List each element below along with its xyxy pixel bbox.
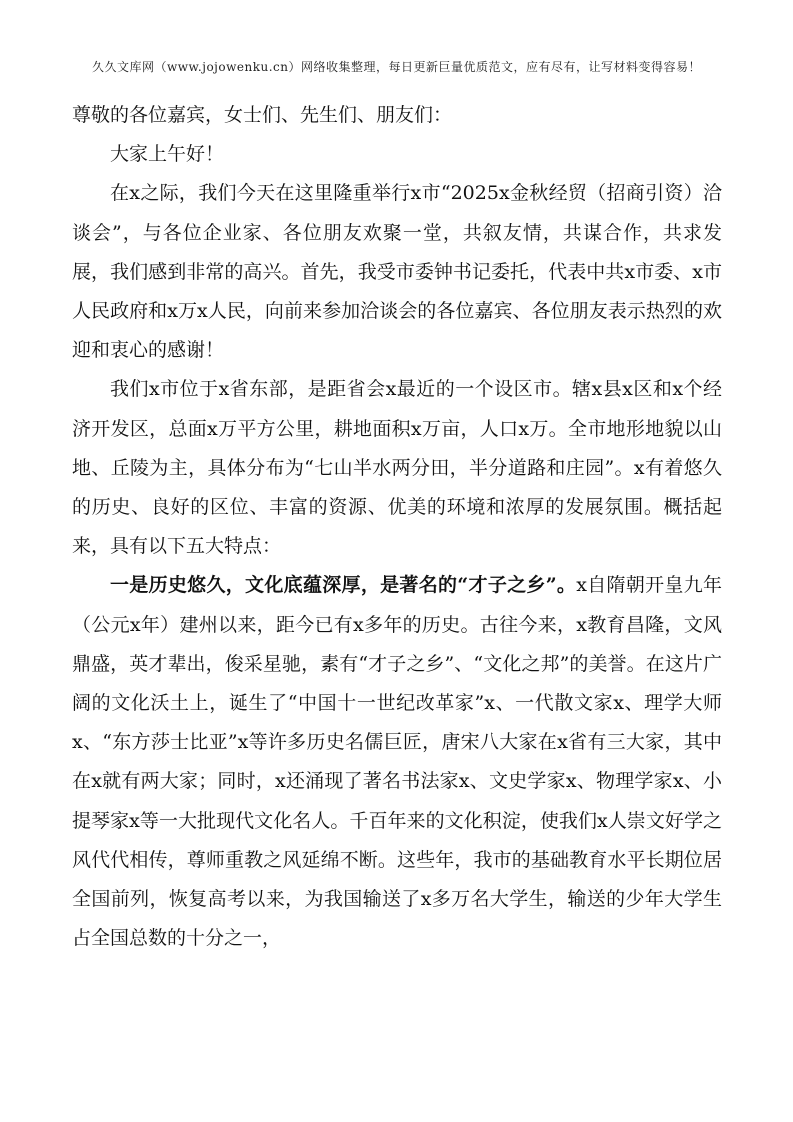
feature-one-body: x自隋朝开皇九年（公元x年）建州以来，距今已有x多年的历史。古往今来，x教育昌隆，文风鼎盛，英才辈出，俊采星驰，素有“才子之乡”、“文化之邦”的美誉。在这片广阔的文化沃土上，诞生了“中国十一世纪改革家”x、一代散文家x、理学大师x、“东方莎士比亚”x等许多历史名儒巨匠，唐宋八大家在x省有三大家，其中在x就有两大家；同时，x还涌现了著名书法家x、文史学家x、物理学家x、小提琴家x等一大批现代文化名人。千百年来的文化积淀，使我们x人崇文好学之风代代相传，尊师重教之风延绵不断。这些年，我市的基础教育水平长期位居全国前列，恢复高考以来，为我国输送了x多万名大学生，输送的少年大学生占全国总数的十分之一，: [72, 574, 723, 950]
salutation: 尊敬的各位嘉宾，女士们、先生们、朋友们：: [72, 104, 453, 126]
document-body: [72, 96, 722, 958]
paragraph-city-intro: 我们x市位于x省东部，是距省会x最近的一个设区市。辖x县x区和x个经济开发区，总面x万平方公里，耕地面积x万亩，人口x万。全市地形地貌以山地、丘陵为主，具体分布为“七山半水两分田，半分道路和庄园”。x有着悠久的历史、良好的区位、丰富的资源、优美的环境和浓厚的发展氛围。概括起来，具有以下五大特点：: [72, 378, 722, 558]
paragraph-opening: 在x之际，我们今天在这里隆重举行x市“2025x金秋经贸（招商引资）洽谈会”，与各位企业家、各位朋友欢聚一堂，共叙友情，共谋合作，共求发展，我们感到非常的高兴。首先，我受市委钟书记委托，代表中共x市委、x市人民政府和x万x人民，向前来参加洽谈会的各位嘉宾、各位朋友表示热烈的欢迎和衷心的感谢！: [72, 182, 722, 362]
paragraph-feature-one: [72, 566, 722, 958]
page-header: 久久文库网（www.jojowenku.cn）网络收集整理，每日更新巨量优质范文，应有尽有，让写材料变得容易！: [92, 60, 701, 74]
feature-one-heading: 一是历史悠久，文化底蕴深厚，是著名的“才子之乡”。: [110, 574, 577, 597]
greeting: 大家上午好！: [110, 143, 225, 166]
